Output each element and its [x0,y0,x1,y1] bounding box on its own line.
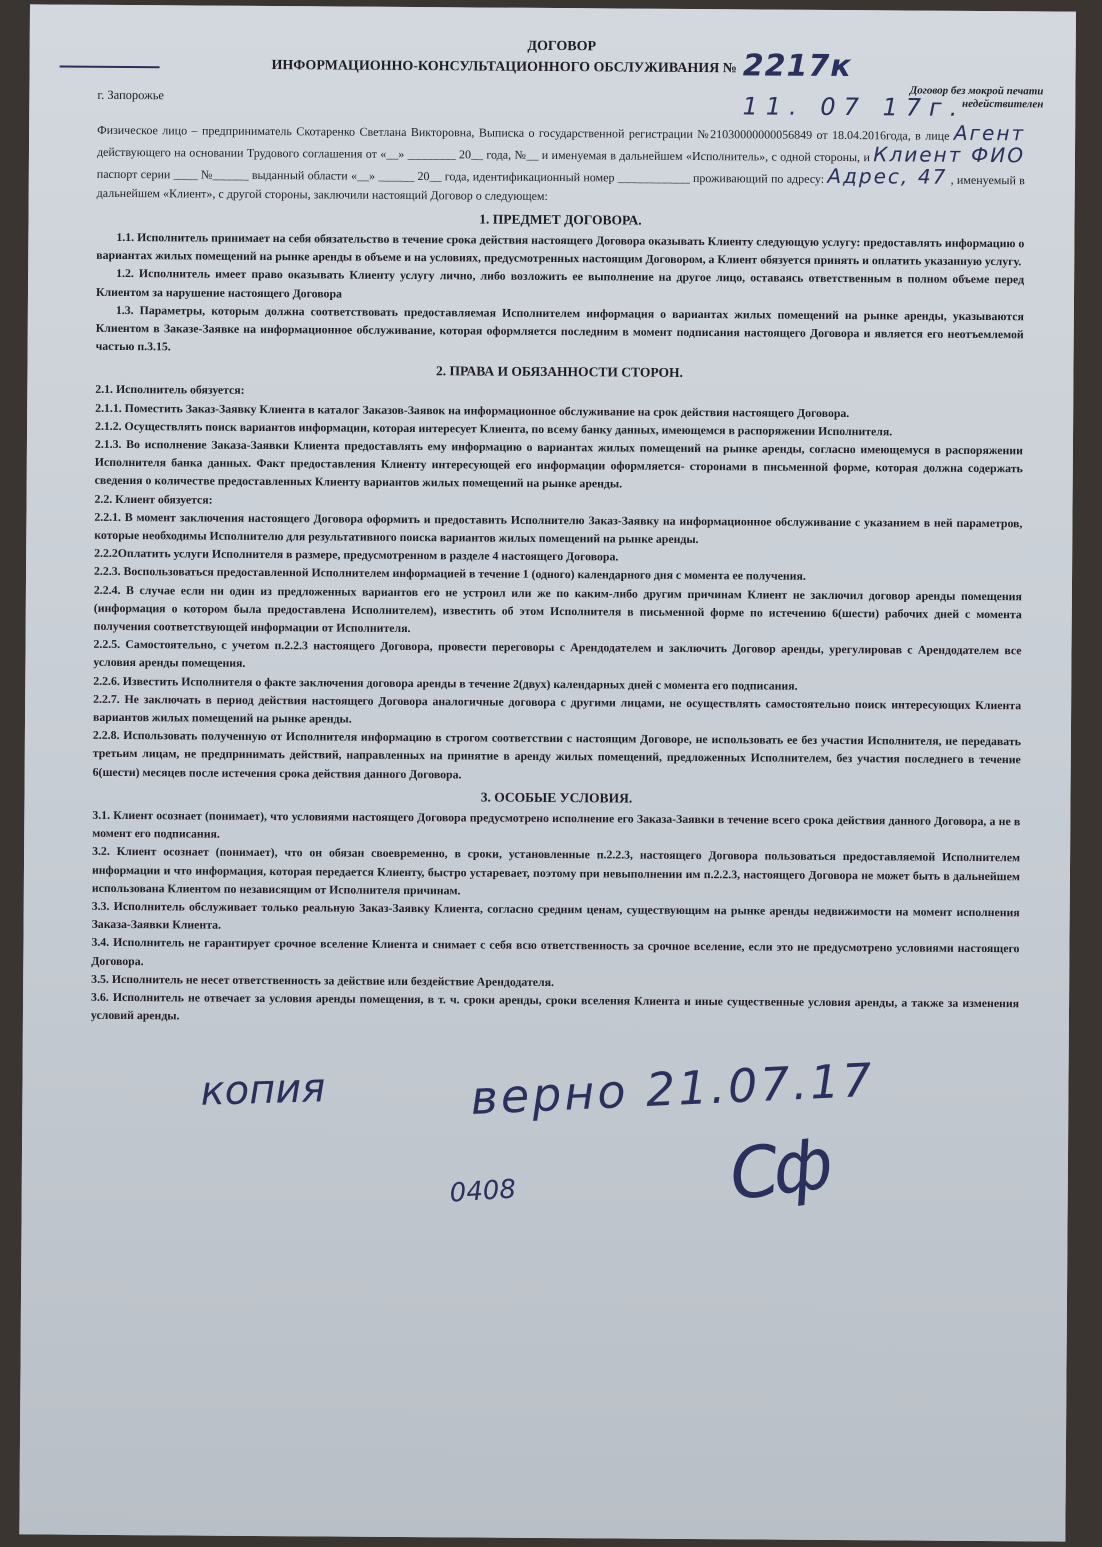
contract-page [19,4,1076,1541]
signature: Сф [724,1122,832,1217]
contract-date-handwritten: 11. 07 17г. [742,92,966,122]
clause-2-2-3: 2.2.3. Воспользоваться предоставленной Исполнителем информацией в течение 1 (одного) календарного дня с момента ее получения. [94,564,806,584]
copy-handwritten: копия [199,1065,326,1116]
clause-3-6: 3.6. Исполнитель не отвечает за условия аренды помещения, в т. ч. сроки аренды, сроки вселения Клиента и иные существенные условия аренды, а также за изменения условий аренды. [90,989,1020,1023]
clause-1-2: 1.2. Исполнитель имеет право оказывать Клиенту услугу лично, либо возложить ее выполнение на другое лицо, оставаясь ответственным в полном объеме перед Клиентом за нарушение настоящего Договора [95,266,1025,301]
clause-2-2-1: 2.2.1. В момент заключения настоящего Договора оформить и предоставить Исполнителю Заказ-Заявку на информационное обслуживание с указанием в ней параметров, которые необходимы Исполнителю для результативного поиска вариантов жилых помещений на рынке аренды. [94,509,1023,547]
handwritten-dash [60,66,160,69]
clause-1-1: 1.1. Исполнитель принимает на себя обязательство в течение срока действия настоящего Договора оказывать Клиенту следующую услугу: предоставлять информацию о вариантах жилых помещений на рынке аренды в объеме и на условиях, предусмотренных настоящим Договором, а Клиент обязуется принять и оплатить указанную услугу. [96,229,1025,269]
contract-number-handwritten: 2217к [742,48,852,85]
address-handwritten: Адрес, 47 [827,163,948,189]
clause-2-2: 2.2. Клиент обязуется: [94,491,213,507]
intro-paragraph: Физическое лицо – предприниматель Скотаренко Светлана Викторовна, Выписка о государственной регистрации №21030000000056849 от 18.04.2016года, в лице Агент действующего на основании Трудового соглашения от «__» ________ 20__ года, №__ и именуемая в дальнейшем «Исполнитель», с одной стороны, и Клиент ФИО паспорт серии ____ №______ выданный области «__» ______ 20__ года, идентификационный номер ____________ проживающий по адресу: Адрес, 47 , именуемый в дальнейшем «Клиент», с другой стороны, заключили настоящий Договор о следующем: [96,120,1026,203]
reference-number-handwritten: 0408 [448,1174,517,1209]
corner-note: Договор без мокрой печати недействителен [909,84,1044,111]
clause-3-4: 3.4. Исполнитель не гарантирует срочное вселение Клиента и снимает с себя всю ответственность за срочное вселение, если это не предусмотрено условиями настоящего Договора. [91,935,1020,968]
city: г. Запорожье [97,87,165,103]
contract-title: ДОГОВОР [527,38,597,55]
clause-3-5: 3.5. Исполнитель не несет ответственность за действие или бездействие Арендодателя. [91,971,555,989]
clause-2-1: 2.1. Исполнитель обязуется: [95,382,245,398]
clause-2-2-8: 2.2.8. Использовать полученную от Исполнителя информацию в строгом соответствии с настоящим Договоре, не использовать ее без участия Исполнителя, не передавать третьим лицам, не предпринимать действий, направленных на принятие в аренду жилых помещений, предложенных Исполнителем, без участия последнего в течение 6(шести) месяцев после истечения срока действия данного Договора. [92,728,1021,782]
agent-handwritten: Агент [953,120,1026,146]
clause-2-2-2: 2.2.2Оплатить услуги Исполнителя в размере, предусмотренном в разделе 4 настоящего Договора. [94,546,619,564]
section-3-title: 3. ОСОБЫЕ УСЛОВИЯ. [480,789,633,806]
client-name-handwritten: Клиент ФИО [873,142,1026,168]
clause-2-1-1: 2.1.1. Поместить Заказ-Заявку Клиента в каталог Заказов-Заявок на информационное обслуживание на срок действия настоящего Договора. [95,400,850,420]
clause-2-2-7: 2.2.7. Не заключать в период действия настоящего Договора аналогичные договора с другими лицами, не осуществлять самостоятельно поиск интересующих Клиента вариантов жилых помещений на рынке аренды. [92,691,1022,726]
clause-2-2-4: 2.2.4. В случае если ни один из предложенных вариантов его не устроил или же по каким-либо другим причинам Клиент не заключил договор аренды помещения (информация о котором была предоставлена Исполнителем), известить об этом Исполнителя в письменной форме по истечению 6(шести) рабочих дней с момента получения соответствующей информации от Исполнителя. [93,582,1022,636]
section-1-title: 1. ПРЕДМЕТ ДОГОВОРА. [479,211,642,228]
clause-3-3: 3.3. Исполнитель обслуживает только реальную Заказ-Заявку Клиента, согласно средним ценам, существующим на рынке аренды недвижимости на момент исполнения Заказа-Заявки Клиента. [91,898,1020,932]
section-2-title: 2. ПРАВА И ОБЯЗАННОСТИ СТОРОН. [435,363,683,381]
clause-2-1-3: 2.1.3. Во исполнение Заказа-Заявки Клиента предоставлять ему информацию о вариантах жилых помещений на рынке аренды, согласно имеющемуся в распоряжении Исполнителя банка данных. Факт предоставления Клиенту интересующей его информации оформляется- сторонами в письменной форме, которая должна содержать сведения о количестве предоставленных Клиенту вариантов жилых помещений на рынке аренды. [94,436,1023,491]
verno-date-handwritten: верно 21.07.17 [469,1053,876,1126]
clause-2-1-2: 2.1.2. Осуществлять поиск вариантов информации, которая интересует Клиента, по всему банку данных, имеющемся в распоряжении Исполнителя. [95,418,893,439]
clause-2-2-6: 2.2.6. Известить Исполнителя о факте заключения договора аренды в течение 2(двух) календарных дней с момента его подписания. [93,673,798,693]
clause-3-2: 3.2. Клиент осознает (понимает), что он обязан своевременно, в сроки, установленные п.2.2.3, настоящего Договора пользоваться предоставляемой Исполнителем информации и что информация, которая передается Клиенту, быстро устаревает, поэтому при невыполнении им п.2.2.3, настоящего Договора не может быть в дальнейшем использована Клиентом по независящим от Исполнителя причинам. [91,844,1021,898]
contract-subtitle: ИНФОРМАЦИОННО-КОНСУЛЬТАЦИОННОГО ОБСЛУЖИВАНИЯ № 2217к [271,48,852,85]
handwritten-certification [89,1044,1018,1240]
clause-3-1: 3.1. Клиент осознает (понимает), что условиями настоящего Договора предусмотрено исполнение его Заказа-Заявки в течение всего срока действия данного Договора, а не в момент его подписания. [92,807,1021,841]
clause-1-3: 1.3. Параметры, которым должна соответствовать предоставляемая Исполнителем информация о вариантах жилых помещений на рынке аренды, указываются Клиентом в Заказе-Заявке на информационное обслуживание, которая оформляется последним в момент подписания настоящего Договора и является его неотъемлемой частью п.3.15. [95,302,1024,354]
clause-2-2-5: 2.2.5. Самостоятельно, с учетом п.2.2.3 настоящего Договора, провести переговоры с Арендодателем и заключить Договор аренды, урегулировав с Арендодателем все условия аренды помещения. [93,637,1022,671]
city-date-row [97,88,1025,122]
